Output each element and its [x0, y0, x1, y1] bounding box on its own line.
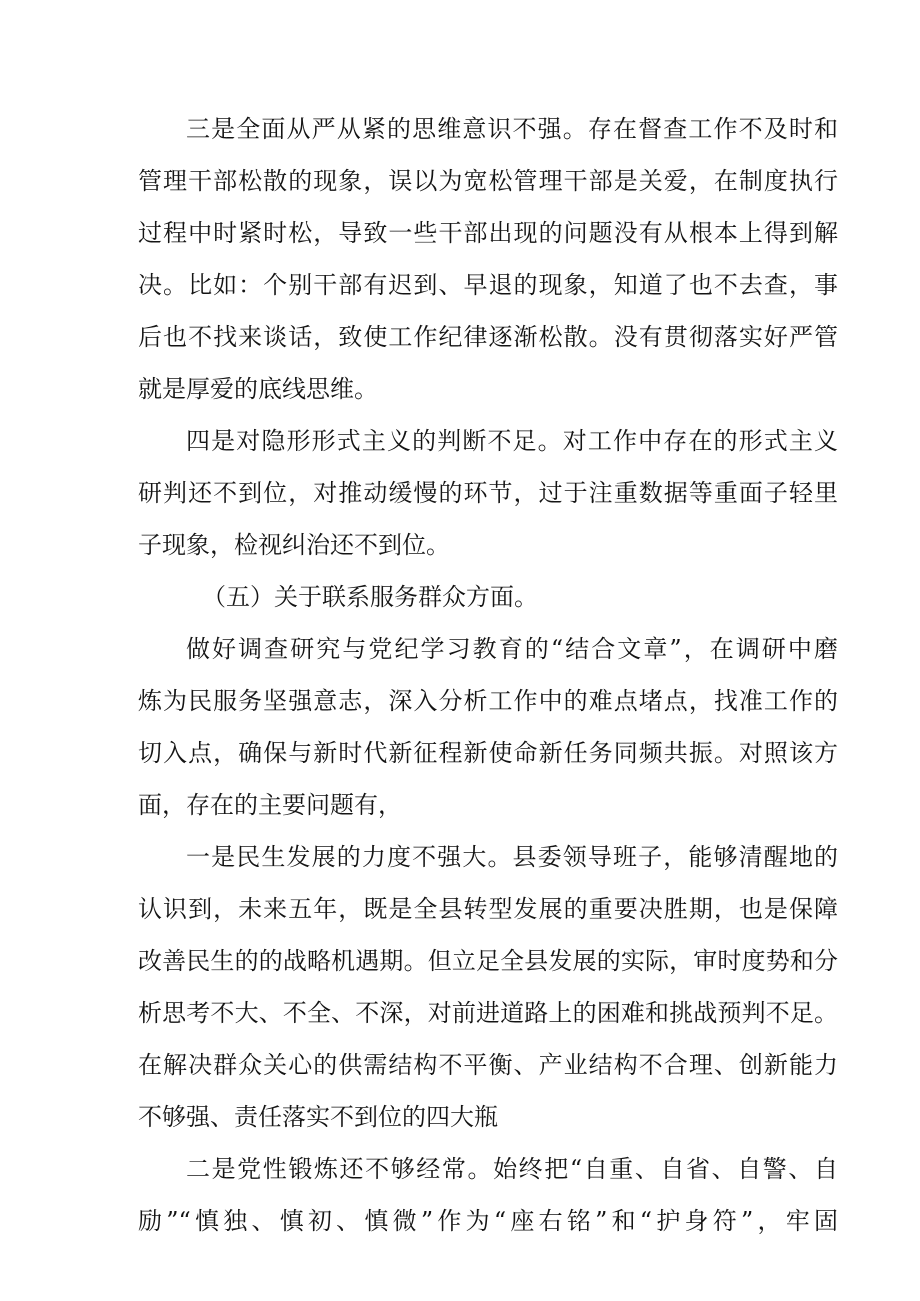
text-line: 励”“慎独、慎初、慎微”作为“座右铭”和“护身符”，牢固: [138, 1207, 838, 1235]
text-line: 就是厚爱的底线思维。: [138, 375, 378, 403]
text-line: 切入点，确保与新时代新征程新使命新任务同频共振。对照该方: [138, 739, 838, 767]
text-line: 炼为民服务坚强意志，深入分析工作中的难点堵点，找准工作的: [138, 687, 838, 715]
paragraph-yinxing-xingshi: [138, 415, 838, 571]
text-line: 四是对隐形形式主义的判断不足。对工作中存在的形式主义: [186, 427, 838, 455]
text-line: 子现象，检视纠治还不到位。: [138, 531, 450, 559]
document-body: [138, 103, 838, 1247]
paragraph-diaocha-yanjiu: [138, 623, 838, 831]
text-line: 管理干部松散的现象，误以为宽松管理干部是关爱，在制度执行: [138, 167, 838, 195]
paragraph-dangxing-duanlian: [138, 1143, 838, 1247]
text-line: 改善民生的的战略机遇期。但立足全县发展的实际，审时度势和分: [138, 947, 838, 975]
text-line: 认识到，未来五年，既是全县转型发展的重要决胜期，也是保障: [138, 895, 838, 923]
text-line: 过程中时紧时松，导致一些干部出现的问题没有从根本上得到解: [138, 219, 838, 247]
text-line: 在解决群众关心的供需结构不平衡、产业结构不合理、创新能力: [138, 1051, 838, 1079]
text-line: 三是全面从严从紧的思维意识不强。存在督查工作不及时和: [186, 115, 838, 143]
section-heading-five: [138, 571, 838, 623]
text-line: 二是党性锻炼还不够经常。始终把“自重、自省、自警、自: [186, 1155, 838, 1183]
text-line: 决。比如：个别干部有迟到、早退的现象，知道了也不去查，事: [138, 271, 838, 299]
text-line: 面，存在的主要问题有，: [138, 791, 402, 819]
section-heading: （五）关于联系服务群众方面。: [202, 583, 538, 611]
text-line: 一是民生发展的力度不强大。县委领导班子，能够清醒地的: [186, 843, 838, 871]
text-line: 研判还不到位，对推动缓慢的环节，过于注重数据等重面子轻里: [138, 479, 838, 507]
text-line: 后也不找来谈话，致使工作纪律逐渐松散。没有贯彻落实好严管: [138, 323, 838, 351]
text-line: 不够强、责任落实不到位的四大瓶: [138, 1103, 498, 1131]
text-line: 做好调查研究与党纪学习教育的“结合文章”，在调研中磨: [186, 635, 838, 663]
paragraph-minsheng-fazhan: [138, 831, 838, 1143]
paragraph-quanmian-congyan: [138, 103, 838, 415]
text-line: 析思考不大、不全、不深，对前进道路上的困难和挑战预判不足。: [138, 999, 838, 1027]
